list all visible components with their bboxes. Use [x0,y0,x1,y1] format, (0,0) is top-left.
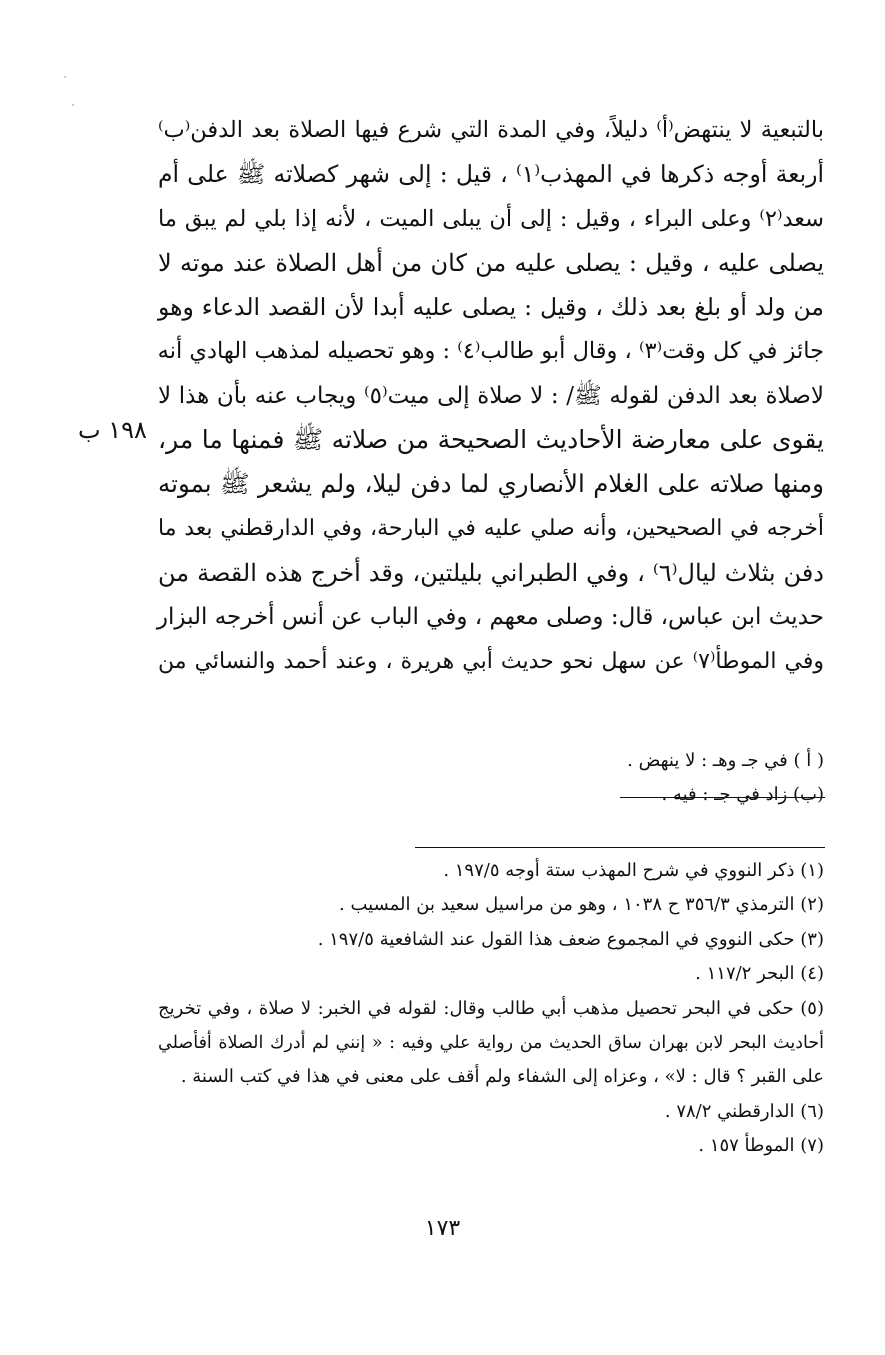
text-line: أربعة أوجه ذكرها في المهذب⁽١⁾ ، قيل : إلى شهر كصلاته ﷺ على أم [158,160,824,189]
text-line: بالتبعية لا ينتهض⁽أ⁾ دليلاً، وفي المدة التي شرع فيها الصلاة بعد الدفن⁽ب⁾ [158,117,824,143]
footnote: (٢) الترمذي ٣٥٦/٣ ح ١٠٣٨ ، وهو من مراسيل سعيد بن المسيب . [339,894,824,916]
text-line: جائز في كل وقت⁽٣⁾ ، وقال أبو طالب⁽٤⁾ : وهو تحصيله لمذهب الهادي أنه [157,338,824,365]
footnote-continuation: على القبر ؟ قال : لا» ، وعزاه إلى الشفاء ولم أقف على معنى في هذا في كتب السنة . [180,1066,824,1088]
footnote: (٧) الموطأ ١٥٧ . [698,1135,824,1157]
footnote: (١) ذكر النووي في شرح المهذب ستة أوجه ١٩٧/٥ . [443,860,824,881]
text-line: وفي الموطأ⁽٧⁾ عن سهل نحو حديث أبي هريرة ، وعند أحمد والنسائي من [158,648,824,674]
variant-notes [158,744,824,813]
text-line: ومنها صلاته على الغلام الأنصاري لما دفن ليلا، ولم يشعر ﷺ بموته [158,469,824,499]
text-line: من ولد أو بلغ بعد ذلك ، وقيل : يصلى عليه أبدا لأن القصد الدعاء وهو [158,293,824,322]
page-number: ١٧٣ [424,1216,461,1241]
margin-folio-note: ١٩٨ ب [78,416,147,444]
footnotes [158,854,824,1164]
text-line: دفن بثلاث ليال⁽٦⁾ ، وفي الطبراني بليلتين، وقد أخرج هذه القصة من [158,558,824,587]
text-line: سعد⁽٢⁾ وعلى البراء ، وقيل : إلى أن يبلى الميت ، لأنه إذا بلي لم يبق ما [158,205,824,232]
text-line: لاصلاة بعد الدفن لقوله ﷺ/ : لا صلاة إلى ميت⁽٥⁾ ويجاب عنه بأن هذا لا [158,382,824,409]
text-line: يقوى على معارضة الأحاديث الصحيحة من صلاته ﷺ فمنها ما مر، [158,425,824,455]
footnote: (٣) حكى النووي في المجموع ضعف هذا القول عند الشافعية ١٩٧/٥ . [317,928,824,950]
text-line: حديث ابن عباس، قال: وصلى معهم ، وفي الباب عن أنس أخرجه البزار [156,604,824,631]
footnote-divider-long [415,847,825,848]
footnote: (٦) الدارقطني ٧٨/٢ . [664,1100,824,1122]
footnote: (٥) حكى في البحر تحصيل مذهب أبي طالب وقال: لقوله في الخبر: لا صلاة ، وفي تخريج [158,997,824,1019]
variant-note: ( أ ) في جـ وهـ : لا ينهض . [627,750,824,771]
text-line: يصلى عليه ، وقيل : يصلى عليه من كان من أهل الصلاة عند موته لا [158,248,824,277]
scan-speck [72,104,74,106]
text-line: أخرجه في الصحيحين، وأنه صلي عليه في البارحة، وفي الدارقطني بعد ما [158,515,824,541]
main-text [158,108,824,684]
footnote-continuation: أحاديث البحر لابن بهران ساق الحديث من رواية علي وفيه : « إنني لم أدرك الصلاة أفأصلي [158,1032,824,1053]
variant-note: (ب) زاد في جـ : فيه . [661,784,824,806]
footnote: (٤) البحر ١١٧/٢ . [695,963,824,985]
scan-speck [64,76,66,78]
